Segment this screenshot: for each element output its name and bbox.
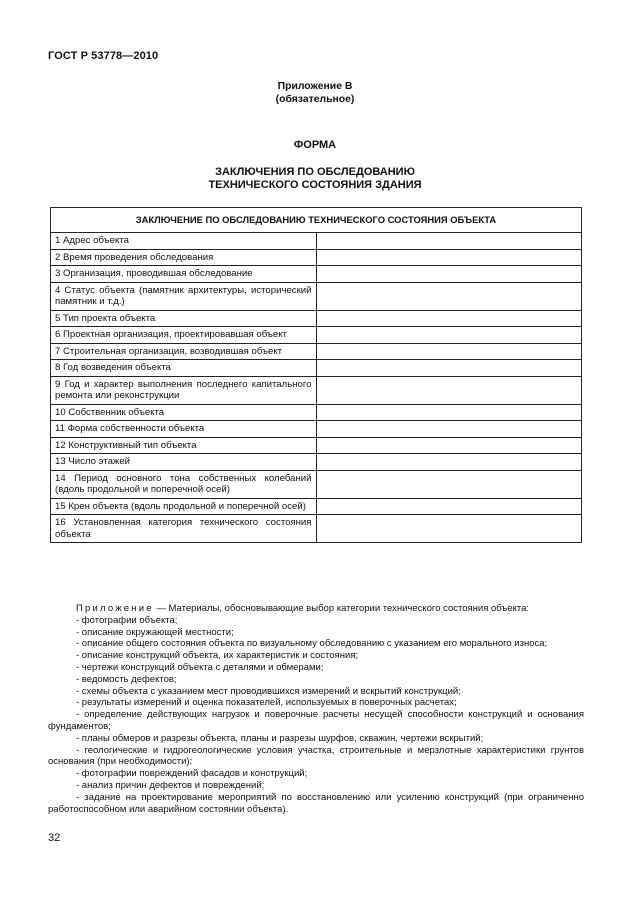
row-value[interactable] xyxy=(316,327,582,344)
row-value[interactable] xyxy=(316,498,582,515)
table-row xyxy=(51,360,582,377)
form-label: ФОРМА xyxy=(293,139,337,151)
row-label: 9 Год и характер выполнения последнего капитального ремонта или реконструкции xyxy=(51,376,317,404)
note-item: - схемы объекта с указанием мест проводившихся измерений и вскрытий конструкций; xyxy=(76,685,461,697)
row-label: 6 Проектная организация, проектировавшая объект xyxy=(51,327,317,344)
row-value[interactable] xyxy=(316,404,582,421)
table-row xyxy=(51,249,582,266)
table-row xyxy=(51,266,582,283)
note-intro-text: — Материалы, обосновывающие выбор категории технического состояния объекта: xyxy=(153,603,530,614)
row-value[interactable] xyxy=(316,249,582,266)
note-prefix: Приложение xyxy=(76,603,154,614)
conclusion-form-table xyxy=(50,207,582,543)
table-header-row xyxy=(51,208,582,233)
note-list xyxy=(48,615,584,816)
row-value[interactable] xyxy=(316,421,582,438)
note-item: - ведомость дефектов; xyxy=(76,673,177,685)
row-label: 12 Конструктивный тип объекта xyxy=(51,437,317,454)
row-value[interactable] xyxy=(316,310,582,327)
note-item: - чертежи конструкций объекта с деталями и обмерами; xyxy=(76,661,324,673)
row-value[interactable] xyxy=(316,282,582,310)
note-item: - описание окружающей местности; xyxy=(76,626,234,638)
table-row xyxy=(51,282,582,310)
document-code: ГОСТ Р 53778—2010 xyxy=(48,50,159,62)
table-row xyxy=(51,310,582,327)
note-item: - описание конструкций объекта, их характеристик и состояния; xyxy=(76,650,359,662)
row-value[interactable] xyxy=(316,454,582,471)
row-value[interactable] xyxy=(316,266,582,283)
row-label: 5 Тип проекта объекта xyxy=(51,310,317,327)
conclusion-title-line1: ЗАКЛЮЧЕНИЯ ПО ОБСЛЕДОВАНИЮ xyxy=(215,166,415,178)
row-label: 13 Число этажей xyxy=(51,454,317,471)
note-intro xyxy=(48,603,584,615)
row-value[interactable] xyxy=(316,343,582,360)
row-value[interactable] xyxy=(316,470,582,498)
row-value[interactable] xyxy=(316,437,582,454)
table-row xyxy=(51,515,582,543)
conclusion-title xyxy=(0,166,630,192)
table-row xyxy=(51,470,582,498)
note-item: - анализ причин дефектов и повреждений; xyxy=(76,779,265,791)
appendix-title: Приложение В xyxy=(277,81,353,92)
conclusion-title-line2: ТЕХНИЧЕСКОГО СОСТОЯНИЯ ЗДАНИЯ xyxy=(208,179,422,191)
table-row xyxy=(51,454,582,471)
table-row xyxy=(51,437,582,454)
row-label: 4 Статус объекта (памятник архитектуры, исторический памятник и т.д.) xyxy=(51,282,317,310)
row-label: 10 Собственник объекта xyxy=(51,404,317,421)
row-value[interactable] xyxy=(316,233,582,250)
table-header: ЗАКЛЮЧЕНИЕ ПО ОБСЛЕДОВАНИЮ ТЕХНИЧЕСКОГО СОСТОЯНИЯ ОБЪЕКТА xyxy=(51,208,582,233)
table-row xyxy=(51,498,582,515)
row-label: 16 Установленная категория технического состояния объекта xyxy=(51,515,317,543)
table-body xyxy=(51,233,582,543)
row-label: 3 Организация, проводившая обследование xyxy=(51,266,317,283)
page-number: 32 xyxy=(48,832,61,844)
row-value[interactable] xyxy=(316,515,582,543)
note-item: - планы обмеров и разрезы объекта, планы и разрезы шурфов, скважин, чертежи вскрытий; xyxy=(76,732,484,744)
table-row xyxy=(51,343,582,360)
row-value[interactable] xyxy=(316,376,582,404)
appendix-note xyxy=(48,603,584,815)
note-item: - результаты измерений и оценка показателей, используемых в поверочных расчетах; xyxy=(76,697,457,709)
note-item: - задание на проектирование мероприятий по восстановлению или усилению конструкций (при ограниченно работоспособном или аварийном состоянии объекта). xyxy=(48,791,584,815)
note-item: - фотографии повреждений фасадов и конструкций; xyxy=(76,768,308,780)
note-item: - описание общего состояния объекта по визуальному обследованию с указанием его морального износа; xyxy=(76,638,548,650)
row-label: 1 Адрес объекта xyxy=(51,233,317,250)
row-label: 11 Форма собственности объекта xyxy=(51,421,317,438)
note-item: - геологические и гидрогеологические условия участка, строительные и мерзлотные характеристики грунтов основания (при необходимости); xyxy=(48,744,584,768)
appendix-status: (обязательное) xyxy=(275,94,355,105)
row-label: 15 Крен объекта (вдоль продольной и поперечной осей) xyxy=(51,498,317,515)
note-item: - определение действующих нагрузок и поверочные расчеты несущей способности конструкций и основания фундаментов; xyxy=(48,709,584,732)
row-value[interactable] xyxy=(316,360,582,377)
note-item: - фотографии объекта; xyxy=(76,614,178,626)
row-label: 8 Год возведения объекта xyxy=(51,360,317,377)
table-row xyxy=(51,404,582,421)
table-row xyxy=(51,376,582,404)
appendix-heading xyxy=(0,80,630,106)
table-row xyxy=(51,421,582,438)
table-row xyxy=(51,233,582,250)
row-label: 2 Время проведения обследования xyxy=(51,249,317,266)
table-row xyxy=(51,327,582,344)
row-label: 14 Период основного тона собственных колебаний (вдоль продольной и поперечной осей) xyxy=(51,470,317,498)
row-label: 7 Строительная организация, возводившая объект xyxy=(51,343,317,360)
